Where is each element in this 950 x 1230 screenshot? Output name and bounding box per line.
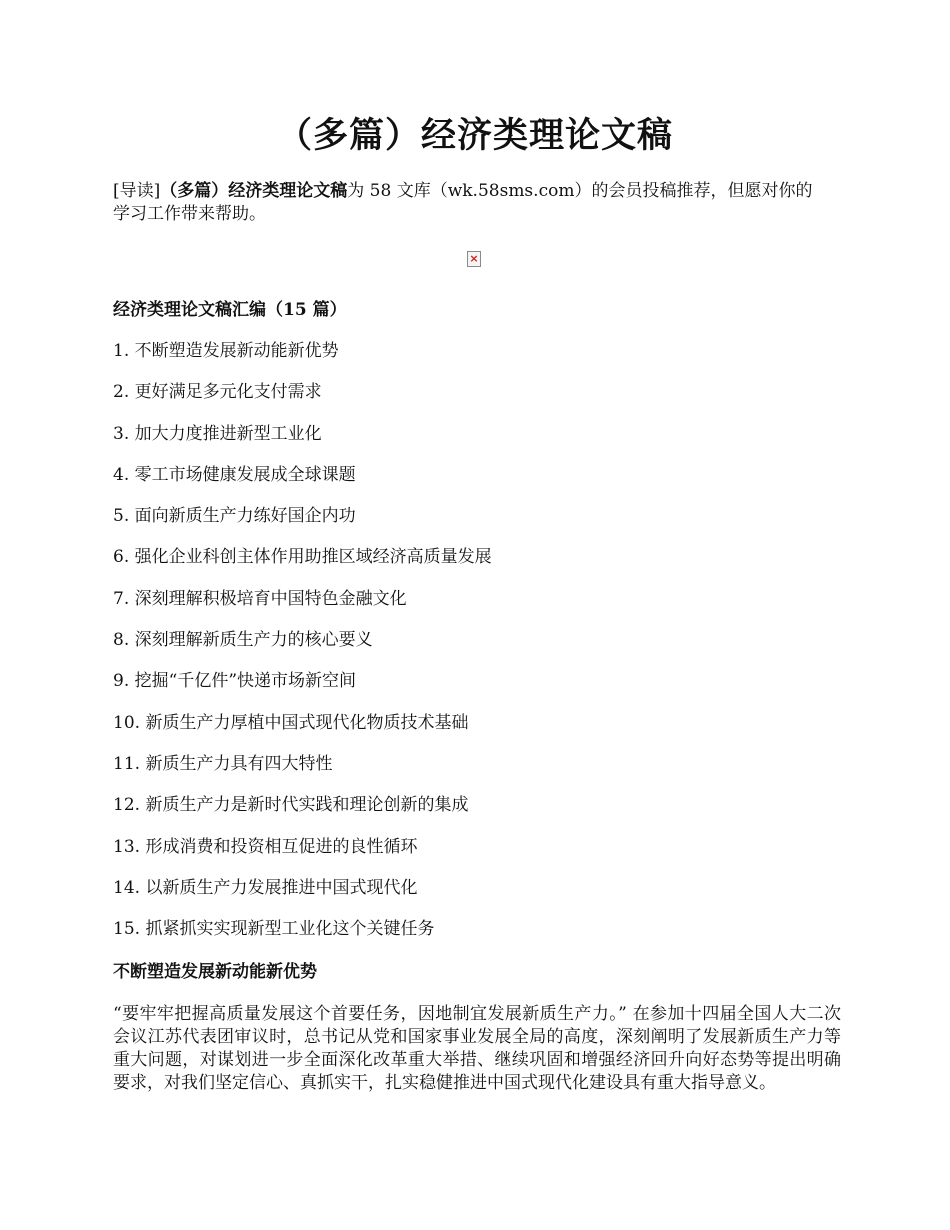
toc-item: 14. 以新质生产力发展推进中国式现代化 — [113, 877, 418, 898]
intro-bold-title: （多篇）经济类理论文稿 — [160, 181, 348, 201]
toc-item: 2. 更好满足多元化支付需求 — [113, 382, 322, 403]
toc-item: 9. 挖掘“千亿件”快递市场新空间 — [113, 671, 357, 692]
toc-heading: 经济类理论文稿汇编（15 篇） — [113, 300, 347, 320]
toc-item: 12. 新质生产力是新时代实践和理论创新的集成 — [113, 795, 469, 816]
document-title: （多篇）经济类理论文稿 — [276, 115, 673, 156]
toc-item: 11. 新质生产力具有四大特性 — [113, 753, 333, 774]
toc-item: 15. 抓紧抓实实现新型工业化这个关键任务 — [113, 919, 435, 940]
toc-item: 13. 形成消费和投资相互促进的良性循环 — [113, 836, 418, 857]
intro-paragraph — [113, 180, 828, 226]
toc-item: 6. 强化企业科创主体作用助推区域经济高质量发展 — [113, 547, 492, 568]
toc-list — [113, 340, 492, 959]
toc-item: 1. 不断塑造发展新动能新优势 — [113, 341, 339, 361]
section-heading: 不断塑造发展新动能新优势 — [113, 962, 317, 982]
intro-suffix: 为 58 文库（wk.58sms.com）的会员投稿推荐，但愿对你的学习工作带来帮助。 — [113, 181, 813, 224]
intro-prefix: [导读] — [113, 181, 161, 201]
toc-item: 10. 新质生产力厚植中国式现代化物质技术基础 — [113, 712, 469, 733]
toc-item: 3. 加大力度推进新型工业化 — [113, 423, 322, 444]
toc-item: 7. 深刻理解积极培育中国特色金融文化 — [113, 588, 407, 609]
section-paragraph: “要牢牢把握高质量发展这个首要任务，因地制宜发展新质生产力。” 在参加十四届全国人大二次会议江苏代表团审议时，总书记从党和国家事业发展全局的高度，深刻阐明了发展新质生产力等重大问题，对谋划进一步全面深化改革重大举措、继续巩固和增强经济回升向好态势等提出明确要求，对我们坚定信心、真抓实干，扎实稳健推进中国式现代化建设具有重大指导意义。 — [113, 1004, 841, 1093]
toc-item: 8. 深刻理解新质生产力的核心要义 — [113, 630, 373, 651]
toc-item: 5. 面向新质生产力练好国企内功 — [113, 506, 356, 527]
toc-item: 4. 零工市场健康发展成全球课题 — [113, 464, 356, 485]
broken-image-icon: × — [467, 251, 481, 267]
